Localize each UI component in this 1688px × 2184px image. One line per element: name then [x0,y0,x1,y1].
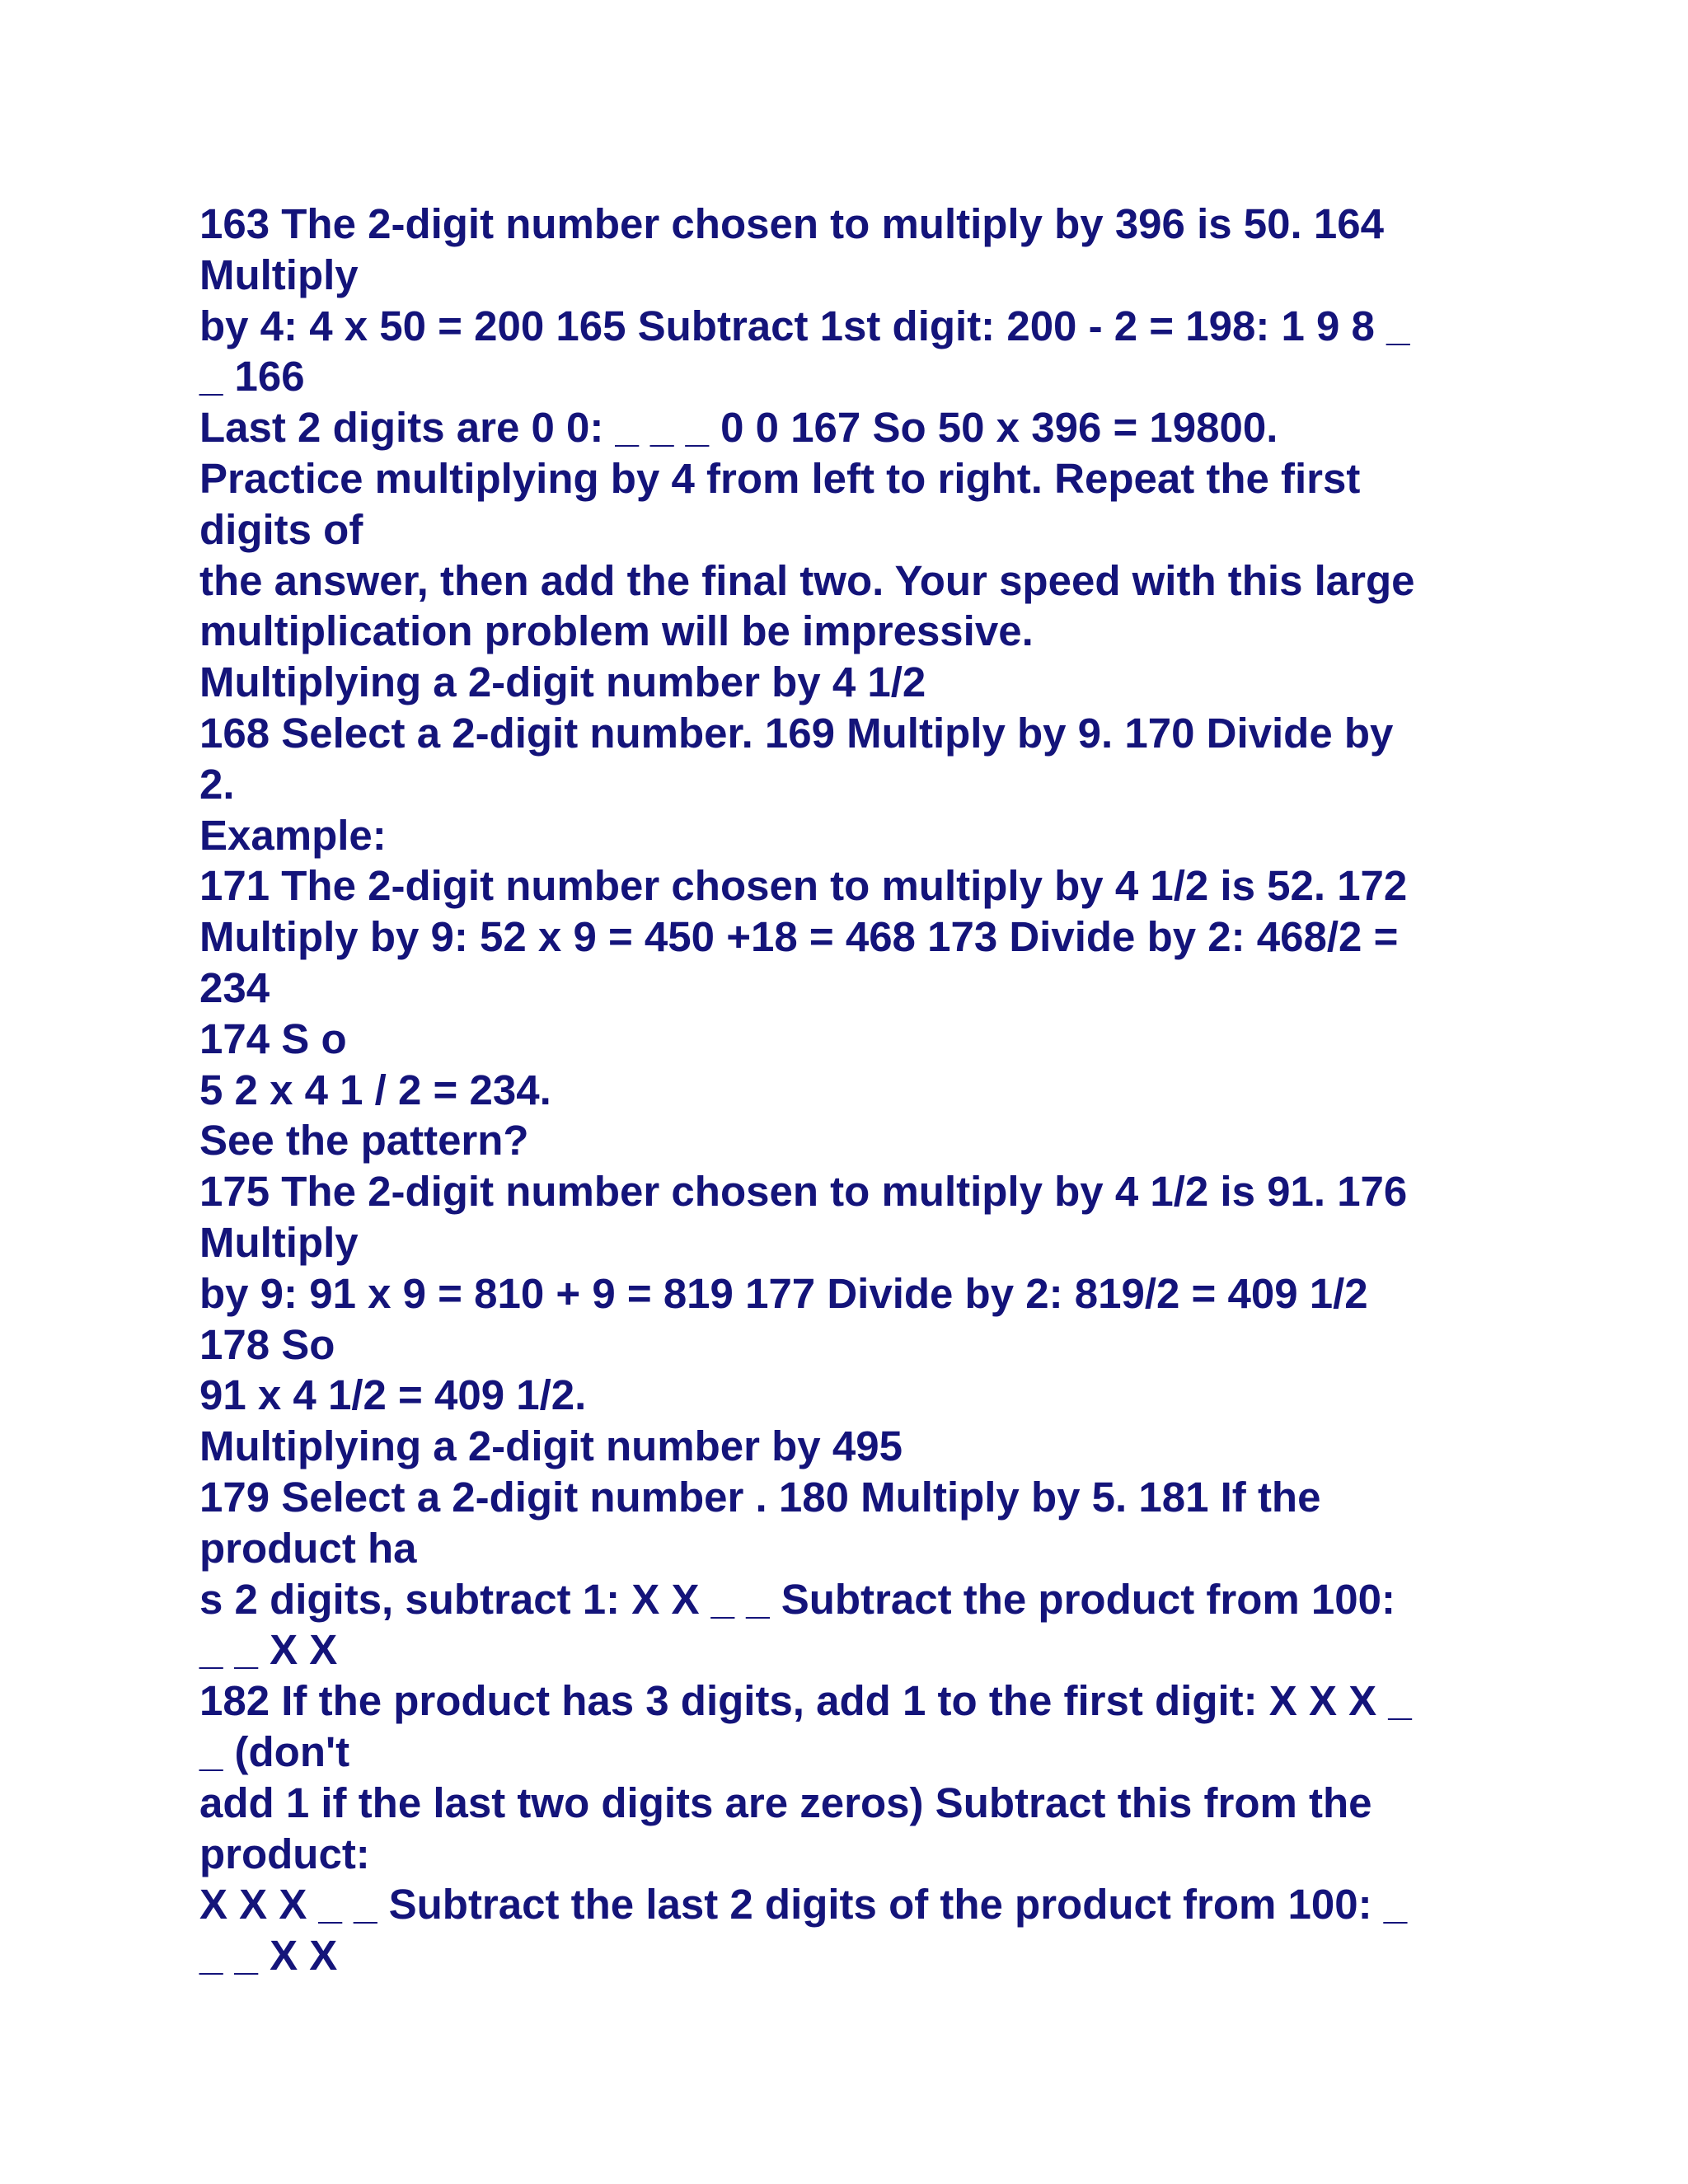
text-line: 182 If the product has 3 digits, add 1 to the first digit: X X X _ [199,1677,1412,1725]
example-label: Example: [199,811,387,859]
text-line: product ha [199,1524,417,1572]
text-line: 168 Select a 2-digit number. 169 Multiply by 9. 170 Divide by [199,709,1394,757]
text-line: _ 166 [199,353,305,401]
text-line: product: [199,1830,370,1877]
section-heading: Multiplying a 2-digit number by 4 1/2 [199,658,926,706]
text-line: by 4: 4 x 50 = 200 165 Subtract 1st digit: 200 - 2 = 198: 1 9 8 _ [199,302,1410,349]
text-line: add 1 if the last two digits are zeros) Subtract this from the [199,1779,1372,1826]
text-line: _ _ X X [199,1626,338,1674]
text-line: 174 S o [199,1015,347,1062]
text-line: 178 So [199,1320,335,1368]
text-line: X X X _ _ Subtract the last 2 digits of the product from 100: _ [199,1881,1408,1929]
text-line: 2. [199,760,235,808]
text-line: 179 Select a 2-digit number . 180 Multiply by 5. 181 If the [199,1473,1321,1521]
text-line: _ (don't [199,1727,350,1775]
text-line: See the pattern? [199,1117,529,1165]
text-line: digits of [199,505,363,553]
text-line: s 2 digits, subtract 1: X X _ _ Subtract the product from 100: [199,1575,1395,1623]
text-line: Multiply [199,251,359,298]
section-heading: Multiplying a 2-digit number by 495 [199,1422,903,1470]
document-body [199,199,1518,1981]
text-line: by 9: 91 x 9 = 810 + 9 = 819 177 Divide by 2: 819/2 = 409 1/2 [199,1269,1368,1317]
text-line: Practice multiplying by 4 from left to right. Repeat the first [199,454,1361,502]
text-line: 175 The 2-digit number chosen to multiply by 4 1/2 is 91. 176 [199,1168,1408,1216]
text-line: 91 x 4 1/2 = 409 1/2. [199,1371,587,1419]
text-line: 234 [199,963,270,1011]
text-line: Multiply [199,1218,359,1266]
text-line: Last 2 digits are 0 0: _ _ _ 0 0 167 So 50 x 396 = 19800. [199,404,1278,452]
text-line: _ _ X X [199,1932,338,1980]
text-line: 171 The 2-digit number chosen to multiply by 4 1/2 is 52. 172 [199,862,1408,910]
text-line: the answer, then add the final two. Your speed with this large [199,556,1415,604]
text-line: multiplication problem will be impressive. [199,607,1034,655]
text-line: 163 The 2-digit number chosen to multiply by 396 is 50. 164 [199,200,1384,247]
text-line: 5 2 x 4 1 / 2 = 234. [199,1066,551,1113]
text-line: Multiply by 9: 52 x 9 = 450 +18 = 468 173 Divide by 2: 468/2 = [199,913,1399,961]
